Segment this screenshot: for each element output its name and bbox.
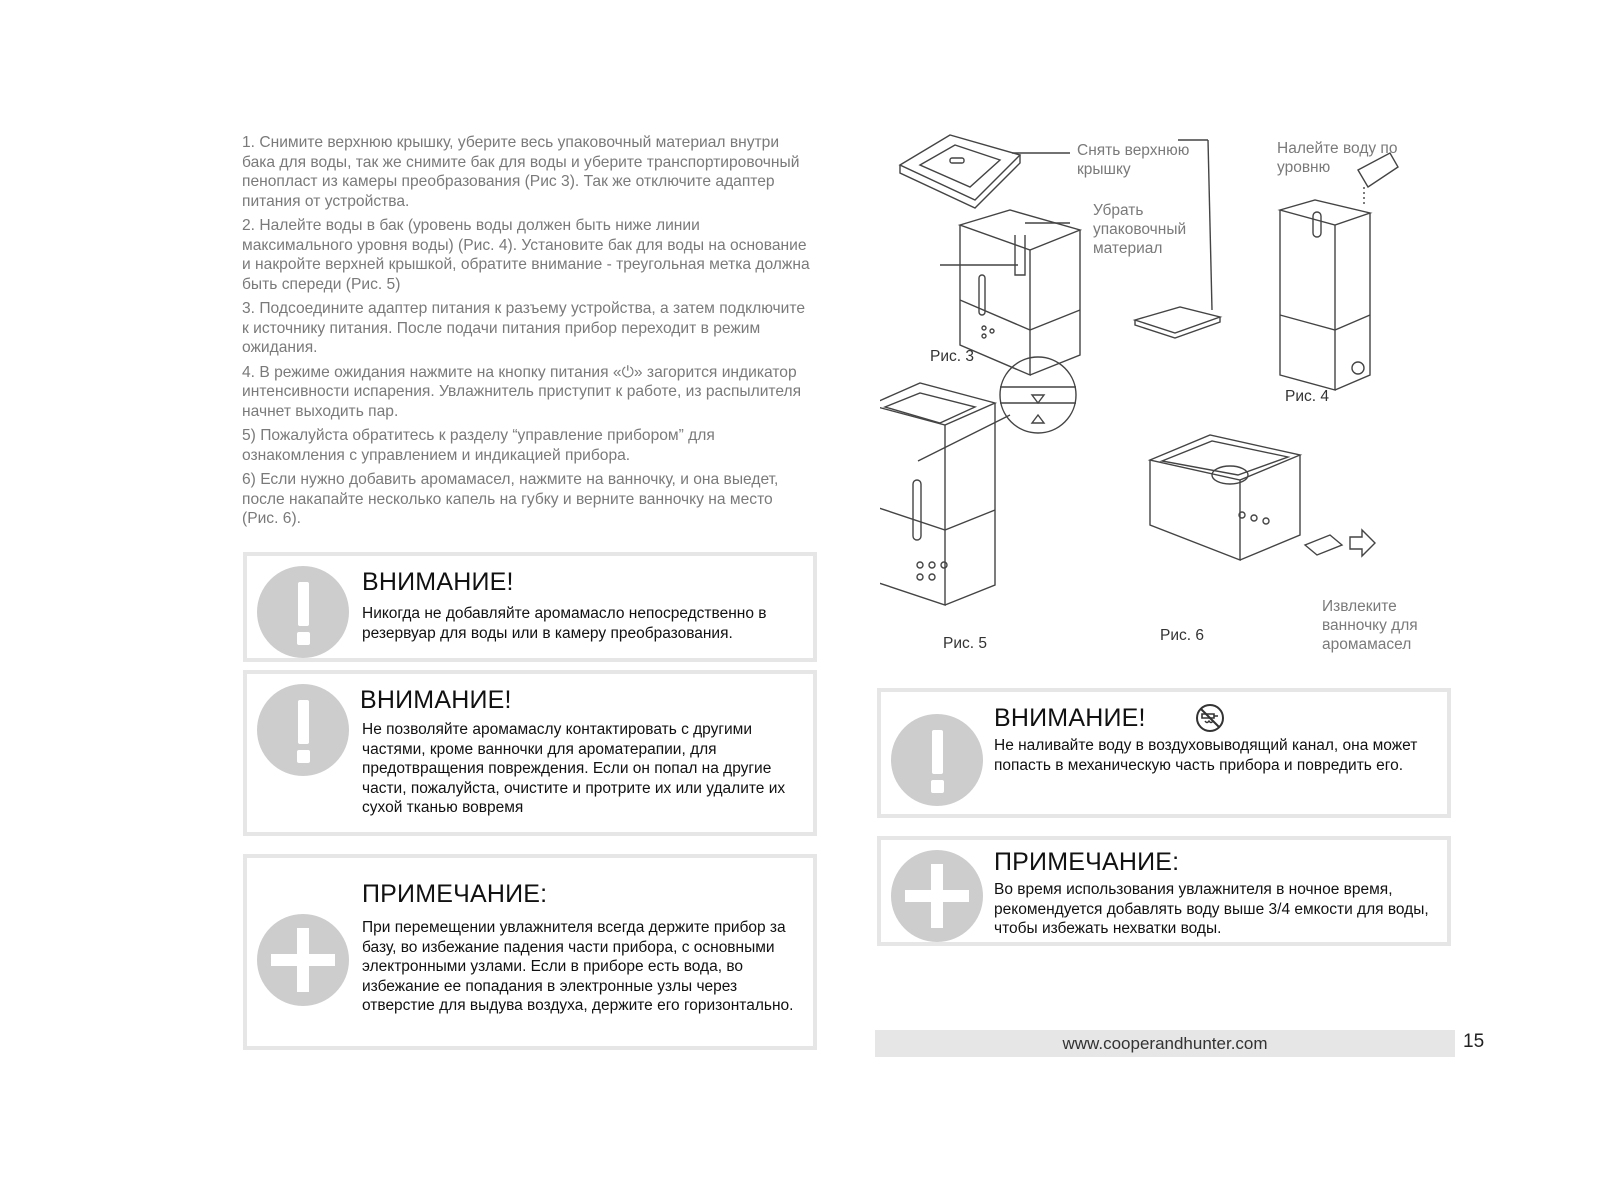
warning-title: ВНИМАНИЕ! xyxy=(360,686,512,714)
instruction-5: 5) Пожалуйста обратитесь к разделу “управление прибором” для ознакомления с управлением и индикацией прибора. xyxy=(242,427,715,464)
exclamation-icon xyxy=(257,684,349,776)
website-link[interactable]: www.cooperandhunter.com xyxy=(1062,1034,1268,1053)
lid-drawing xyxy=(900,135,1070,208)
label-remove-lid: Снять верхнюю крышку xyxy=(1077,142,1190,178)
instruction-4: 4. В режиме ожидания нажмите на кнопку питания «⏻» загорится индикатор интенсивности испарения. Увлажнитель приступит к работе, из распылителя начнет выходить пар. xyxy=(242,363,802,420)
warning-text: Никогда не добавляйте аромамасло непосредственно в резервуар для воды или в камеру преобразования. xyxy=(362,605,767,642)
caption-fig5: Рис. 5 xyxy=(943,635,987,652)
note-box-1 xyxy=(243,854,817,1050)
instruction-3: 3. Подсоедините адаптер питания к разъему устройства, а затем подключите к источнику питания. После подачи питания прибор переходит в режим ожидания. xyxy=(242,300,806,356)
footer-bar xyxy=(875,1030,1455,1057)
note-box-2 xyxy=(877,836,1451,946)
base-with-tray-drawing xyxy=(1150,435,1375,560)
note-text: При перемещении увлажнителя всегда держите прибор за базу, во избежание падения части прибора, с основными электронными узлами. Если в приборе есть вода, во избежание ее попадания в электронные узлы через отверстие для выдува воздуха, держите его горизонтально. xyxy=(362,919,794,1014)
caption-fig4: Рис. 4 xyxy=(1285,388,1329,405)
note-title: ПРИМЕЧАНИЕ: xyxy=(362,880,548,908)
caption-fig3: Рис. 3 xyxy=(930,348,974,365)
label-remove-packing: Убрать упаковочный материал xyxy=(1093,202,1187,257)
warning-text: Не позволяйте аромамаслу контактировать с другими частями, кроме ванночки для ароматерапии, для предотвращения повреждения. Если он попал на другие части, пожалуйста, очистите и протрите их или удалите их сухой тканью вовремя xyxy=(362,721,786,816)
plus-icon xyxy=(891,850,983,942)
warning-title: ВНИМАНИЕ! xyxy=(994,704,1146,732)
note-text: Во время использования увлажнителя в ночное время, рекомендуется добавлять воду выше 3/4 емкости для воды, чтобы избежать нехватки воды. xyxy=(994,881,1429,937)
no-water-icon xyxy=(1194,702,1226,734)
exclamation-icon xyxy=(257,566,349,658)
exclamation-icon xyxy=(891,714,983,806)
warning-title: ВНИМАНИЕ! xyxy=(362,568,514,596)
warning-box-3 xyxy=(877,688,1451,818)
warning-box-2 xyxy=(243,670,817,836)
instruction-6: 6) Если нужно добавить аромамасел, нажмите на ванночку, и она выедет, после накапайте несколько капель на губку и верните ванночку на место (Рис. 6). xyxy=(242,471,779,527)
instruction-1: 1. Снимите верхнюю крышку, уберите весь упаковочный материал внутри бака для воды, так же снимите бак для воды и уберите транспортировочный пенопласт из камеры преобразования (Рис 3). Так же отключите адаптер питания от устройства. xyxy=(242,134,800,210)
plus-icon xyxy=(257,914,349,1006)
instructions-text xyxy=(242,133,812,534)
note-title: ПРИМЕЧАНИЕ: xyxy=(994,848,1180,876)
caption-fig6: Рис. 6 xyxy=(1160,627,1204,644)
warning-text: Не наливайте воду в воздуховыводящий канал, она может попасть в механическую часть прибора и повредить его. xyxy=(994,737,1418,774)
pour-water-drawing xyxy=(1280,153,1398,390)
label-remove-tray: Извлеките ванночку для аромамасел xyxy=(1322,598,1418,653)
instruction-2: 2. Налейте воды в бак (уровень воды должен быть ниже линии максимального уровня воды) (Рис. 4). Установите бак для воды на основание и накройте верхней крышкой, обратите внимание - треугольная метка должна быть спереди (Рис. 5) xyxy=(242,217,810,293)
assembled-unit-drawing xyxy=(880,357,1076,605)
warning-box-1 xyxy=(243,552,817,662)
label-pour-water: Налейте воду по уровню xyxy=(1277,140,1398,176)
page-number: 15 xyxy=(1463,1031,1485,1052)
